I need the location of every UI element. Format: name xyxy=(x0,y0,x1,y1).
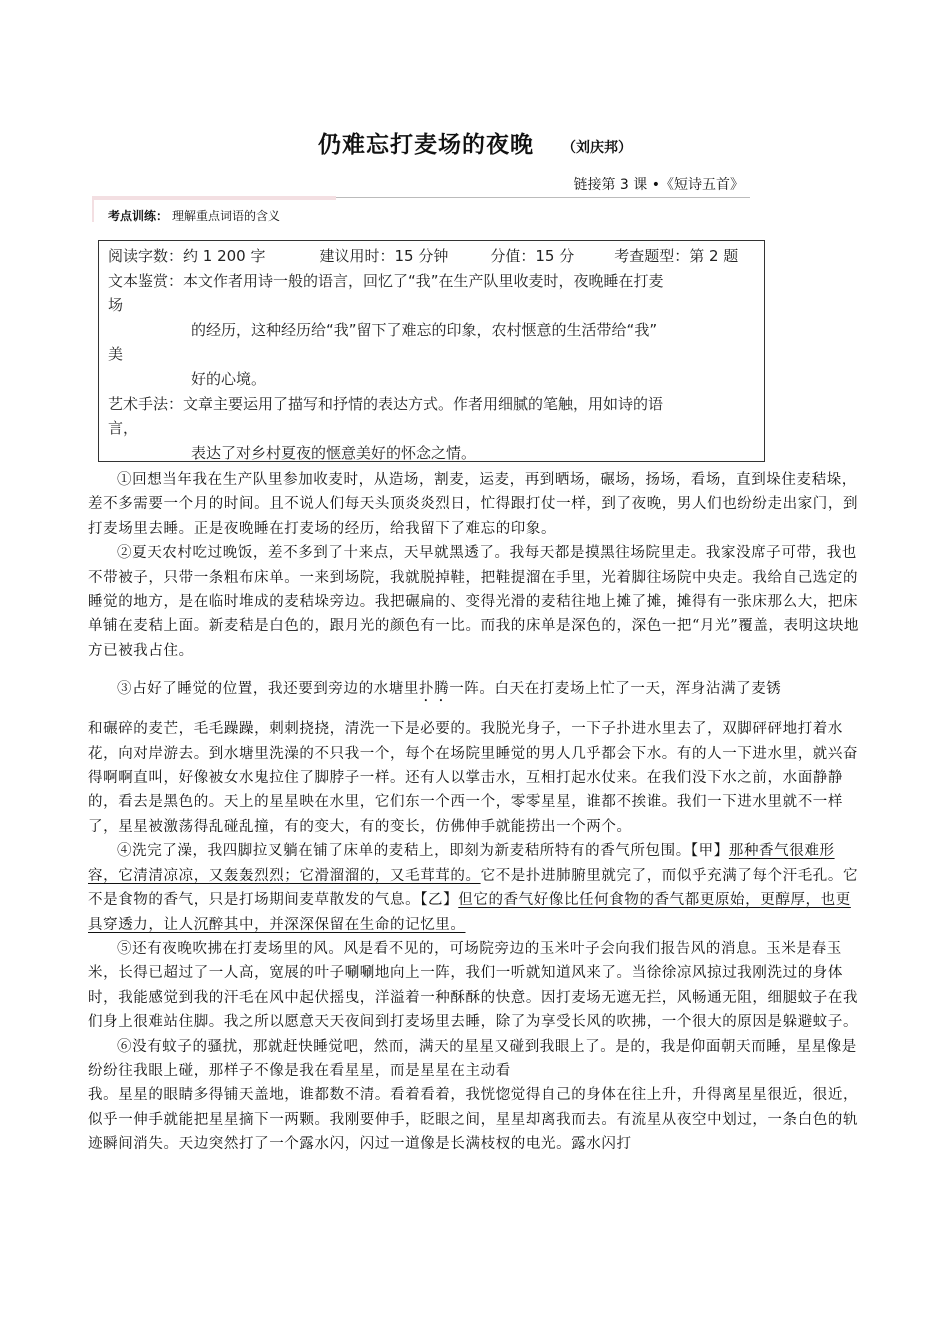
text-run: 它不是扑进肺腑里就完了，而似乎充满了每个汗毛孔。它不是食物的香气，只是打场期间麦草散发的气息。【乙】 xyxy=(88,867,859,909)
appreciation-line: 文本鉴赏：本文作者用诗一般的语言，回忆了“我”在生产队里收麦时，夜晚睡在打麦 xyxy=(108,272,664,290)
focus-text: 理解重点词语的含义 xyxy=(172,209,281,223)
appreciation-wrap: 场 xyxy=(108,296,124,314)
question-type: 考查题型：第 2 题 xyxy=(614,247,739,265)
page-title: 仍难忘打麦场的夜晚 xyxy=(318,132,534,158)
paragraph-3-line-1 xyxy=(88,677,860,705)
technique-wrap: 言， xyxy=(108,419,139,437)
author: （刘庆邦） xyxy=(562,140,632,156)
emphasized-word: 扑腾 xyxy=(419,681,450,698)
appreciation-line: 的经历，这种经历给“我”留下了难忘的印象，农村惬意的生活带给“我” xyxy=(191,321,658,339)
text-run: 一阵。白天在打麦场上忙了一天，浑身沾满了麦锈 xyxy=(449,681,782,698)
appreciation-line: 好的心境。 xyxy=(191,370,267,388)
paragraph-4 xyxy=(88,839,860,937)
appreciation-wrap: 美 xyxy=(108,345,124,363)
paragraph-3: 和碾碎的麦芒，毛毛躁躁，刺刺挠挠，清洗一下是必要的。我脱光身子，一下子扑进水里去了，双脚砰砰地打着水花，向对岸游去。到水塘里洗澡的不只我一个，每个在场院里睡觉的男人几乎都会下水。有的人一下进水里，就兴奋得啊啊直叫，好像被女水鬼拉住了脚脖子一样。还有人以掌击水，互相打起水仗来。在我们没下水之前，水面静静的，看去是黑色的。天上的星星映在水里，它们东一个西一个，零零星星，谁都不挨谁。我们一下进水里就不一样了，星星被激荡得乱碰乱撞，有的变大，有的变长，仿佛伸手就能捞出一个两个。 xyxy=(88,721,859,835)
title-block xyxy=(0,126,950,159)
paragraph-2: ②夏天农村吃过晚饭，差不多到了十来点，天早就黑透了。我每天都是摸黑往场院里走。我家没席子可带，我也不带被子，只带一条粗布床单。一来到场院，我就脱掉鞋，把鞋提溜在手里，光着脚往场院中央走。我给自己选定的睡觉的地方，是在临时堆成的麦秸垛旁边。我把碾扁的、变得光滑的麦秸往地上摊了摊，摊得有一张床那么大，把床单铺在麦秸上面。新麦秸是白色的，跟月光的颜色有一比。而我的床单是深色的，深色一把“月光”覆盖，表明这块地方已被我占住。 xyxy=(88,545,860,659)
paragraph-6: ⑥没有蚊子的骚扰，那就赶快睡觉吧，然而，满天的星星又碰到我眼上了。是的，我是仰面朝天而睡，星星像是纷纷往我眼上碰，那样子不像是我在看星星，而是星星在主动看 xyxy=(88,1038,857,1079)
focus-title: 考点训练： xyxy=(108,209,169,223)
technique-line: 表达了对乡村夏夜的惬意美好的怀念之情。 xyxy=(191,444,477,462)
suggested-time: 建议用时：15 分钟 xyxy=(319,247,449,265)
decorative-bar xyxy=(92,196,336,200)
focus-label xyxy=(108,207,280,224)
paragraph-5: ⑤还有夜晚吹拂在打麦场里的风。风是看不见的，可场院旁边的玉米叶子会向我们报告风的消息。玉米是春玉米，长得已超过了一人高，宽展的叶子唰唰地向上一阵，我们一听就知道风来了。当徐徐凉风掠过我刚洗过的身体时，我能感觉到我的汗毛在风中起伏摇曳，洋溢着一种酥酥的快意。因打麦场无遮无拦，风畅通无阻，细腿蚊子在我们身上很难站住脚。我之所以愿意天天夜间到打麦场里去睡，除了为享受长风的吹拂，一个很大的原因是躲避蚊子。 xyxy=(88,940,859,1031)
technique-line: 艺术手法：文章主要运用了描写和抒情的表达方式。作者用细腻的笔触，用如诗的语 xyxy=(108,395,664,413)
decorative-bar xyxy=(92,200,94,222)
lesson-link: 链接第 3 课 •《短诗五首》 xyxy=(573,177,744,193)
word-count: 阅读字数：约 1 200 字 xyxy=(108,247,266,265)
info-box xyxy=(98,240,765,462)
paragraph-1: ①回想当年我在生产队里参加收麦时，从造场，割麦，运麦，再到晒场，碾场，扬场，看场，直到垛住麦秸垛，差不多需要一个月的时间。且不说人们每天头顶炎炎烈日，忙得跟打仗一样，到了夜晚，男人们也纷纷走出家门，到打麦场里去睡。正是夜晚睡在打麦场的经历，给我留下了难忘的印象。 xyxy=(88,472,859,537)
meta-line xyxy=(108,245,738,266)
paragraph-6-continued: 我。星星的眼睛多得铺天盖地，谁都数不清。看着看着，我恍惚觉得自己的身体在往上升，升得离星星很近，很近，似乎一伸手就能把星星摘下一两颗。我刚要伸手，眨眼之间，星星却离我而去。有流星从夜空中划过，一条白色的轨迹瞬间消失。天边突然打了一个露水闪，闪过一道像是长满枝杈的电光。露水闪打 xyxy=(88,1087,859,1153)
article-body xyxy=(88,468,860,1157)
score: 分值：15 分 xyxy=(490,247,575,265)
divider xyxy=(336,197,750,198)
text-run: ④洗完了澡，我四脚拉叉躺在铺了床单的麦秸上，即刻为新麦秸所特有的香气所包围。【甲】 xyxy=(117,843,729,860)
underlined-sentence-a: 那种香气很难形容，它清清凉凉，又轰轰烈烈；它滑溜溜的，又毛茸茸的。 xyxy=(88,843,835,884)
text-run: ③占好了睡觉的位置，我还要到旁边的水塘里 xyxy=(117,681,419,698)
underlined-sentence-b: 但它的香气好像比任何食物的香气都更原始，更醇厚，也更具穿透力，让人沉醉其中，并深深保留在生命的记忆里。 xyxy=(88,892,851,933)
